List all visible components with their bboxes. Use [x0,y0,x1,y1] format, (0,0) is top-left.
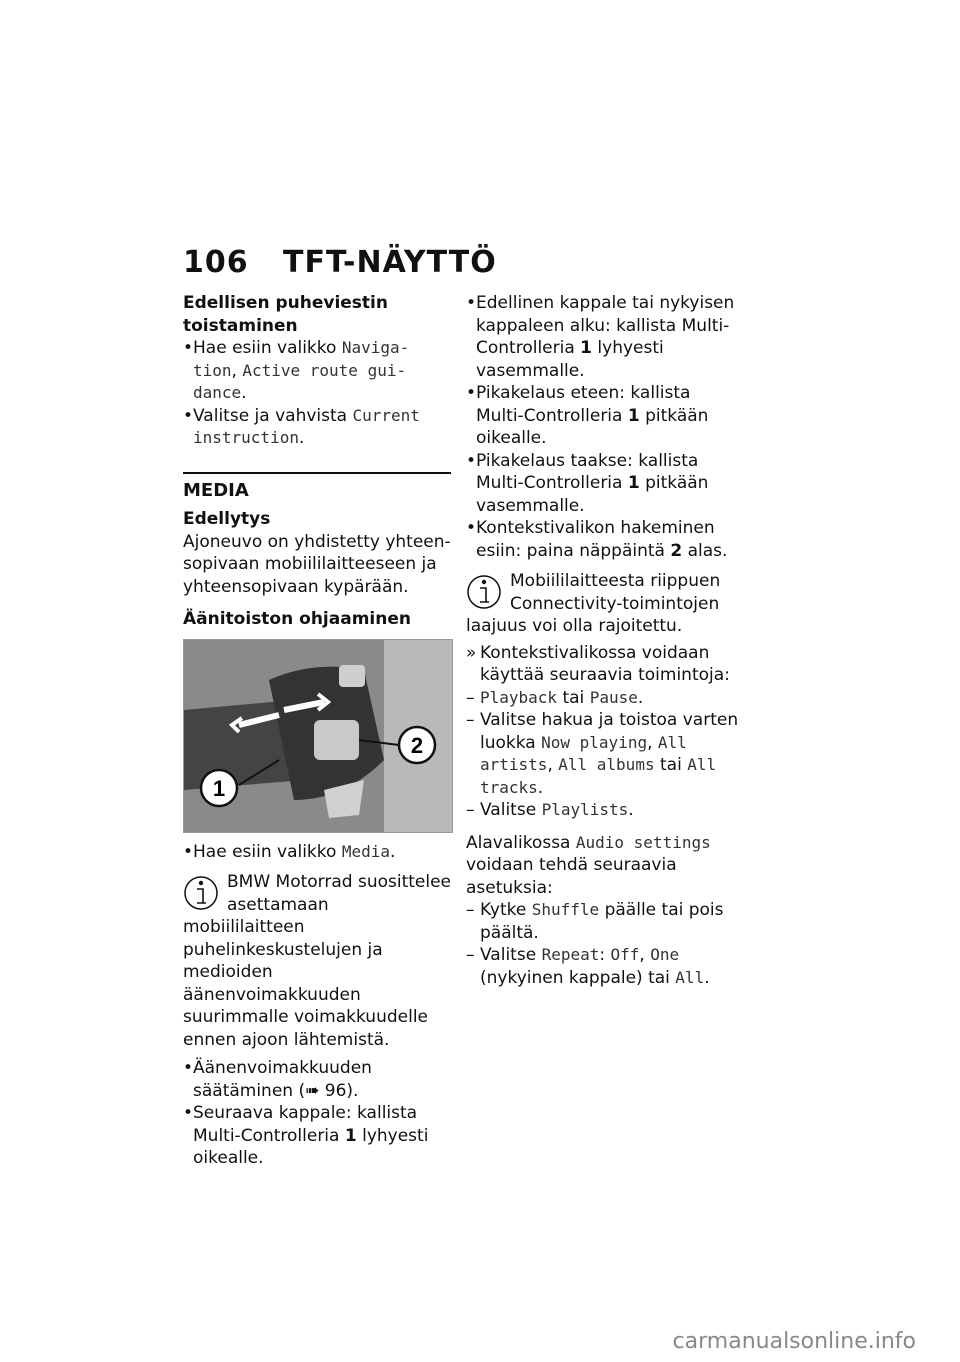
list-item: – Valitse hakua ja toistoa varten luokka Now playing, All artists, All albums tai All tracks. [466,709,742,799]
prereq-text: Ajoneuvo on yhdistetty yhteen-sopivaan mobiililaitteeseen ja yhteensopivaan kypärään. [183,531,451,597]
prev-message-list [183,337,451,450]
list-item: • Hae esiin valikko Media. [183,841,451,864]
info-note [183,871,451,1051]
list-item: • Edellinen kappale tai nykyisen kappaleen alku: kallista Multi-Controlleria 1 lyhyesti vasemmalle. [466,292,742,382]
list-item: • Äänenvoimakkuuden säätäminen (➠ 96). [183,1057,451,1102]
note-text: Mobiililaitteesta riippuen Connectivity-toimintojen laajuus voi olla rajoitettu. [466,571,721,636]
list-item: • Seuraava kappale: kallista Multi-Controlleria 1 lyhyesti oikealle. [183,1102,451,1170]
page-number: 106 [183,245,249,280]
figure-label-1: 1 [212,775,226,801]
list-item: – Kytke Shuffle päälle tai pois päältä. [466,899,742,944]
list-item: • Hae esiin valikko Naviga-tion, Active route gui-dance. [183,337,451,405]
info-icon [466,572,502,612]
prereq-heading: Edellytys [183,509,271,529]
list-item: – Playback tai Pause. [466,687,742,710]
list-item: • Pikakelaus eteen: kallista Multi-Controlleria 1 pitkään oikealle. [466,382,742,450]
list-item: • Pikakelaus taakse: kallista Multi-Controlleria 1 pitkään vasemmalle. [466,450,742,518]
list-item: • Kontekstivalikon hakeminen esiin: paina näppäintä 2 alas. [466,517,742,562]
list-item: » Kontekstivalikossa voidaan käyttää seuraavia toimintoja: [466,642,742,687]
info-icon [183,873,219,913]
left-column [183,292,451,1170]
list-item: – Valitse Repeat: Off, One (nykyinen kappale) tai All. [466,944,742,989]
right-column [466,292,742,989]
info-note [466,570,742,638]
control-heading: Äänitoiston ohjaaminen [183,609,411,629]
section-title: MEDIA [183,479,249,501]
chapter-title: TFT-NÄYTTÖ [283,245,497,280]
audio-settings-intro: Alavalikossa Audio settings voidaan tehdä seuraavia asetuksia: [466,832,711,898]
list-item: • Valitse ja vahvista Current instruction. [183,405,451,450]
handlebar-control-image [183,639,453,833]
list-item: – Valitse Playlists. [466,799,742,822]
note-text: BMW Motorrad suosittelee asettamaan mobiililaitteen puhelinkeskustelujen ja medioiden äänenvoimakkuuden suurimmalle voimakkuudelle ennen ajoon lähtemistä. [183,872,452,1050]
reference-arrow-icon: ➠ [305,1080,320,1101]
section-divider [183,472,451,474]
page-header [183,245,497,280]
prev-message-heading: Edellisen puheviestin toistaminen [183,293,388,336]
watermark: carmanualsonline.info [672,1329,916,1354]
figure-label-2: 2 [410,732,424,758]
